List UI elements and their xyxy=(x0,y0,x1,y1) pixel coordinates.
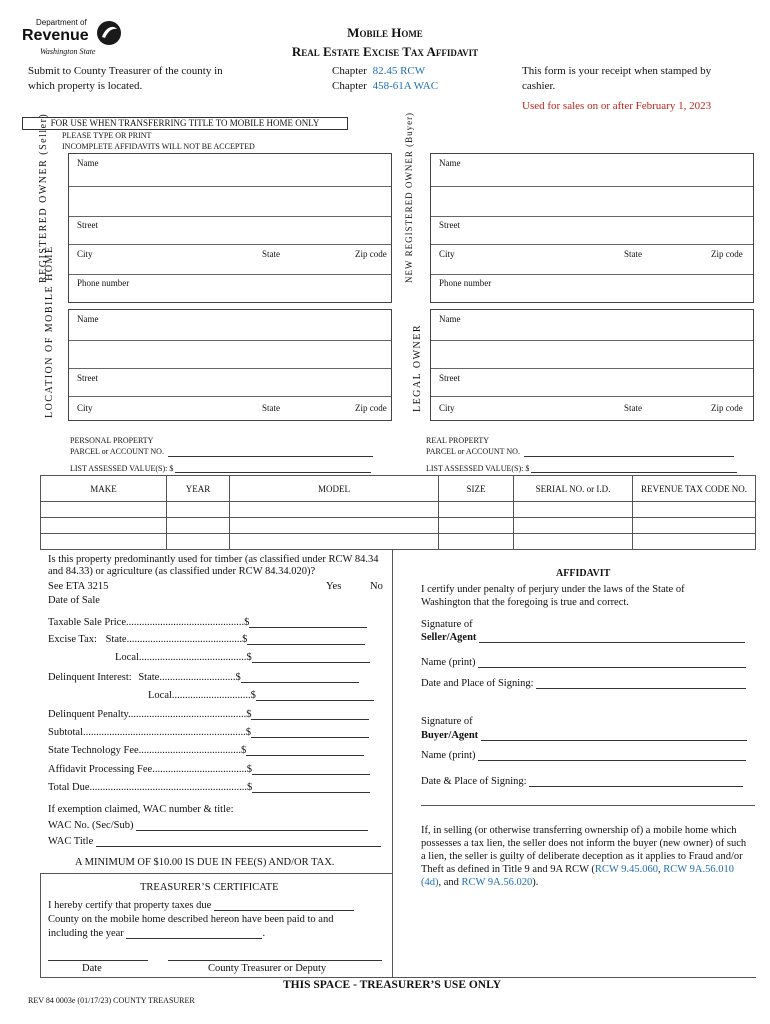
real-assessed xyxy=(426,462,737,473)
seller-name-print-row xyxy=(421,657,746,668)
mobile-home-table xyxy=(40,475,756,550)
header-make: MAKE xyxy=(41,476,167,502)
delinquent-penalty-input[interactable] xyxy=(251,709,369,720)
seller-name-print-input[interactable] xyxy=(478,657,746,668)
seller-signature-row xyxy=(421,632,745,643)
treasurer-cert-line3: including the year . xyxy=(48,928,266,939)
legal-owner-section-label: LEGAL OWNER xyxy=(412,323,423,413)
seller-signature-of: Signature of xyxy=(421,619,473,630)
total-due-label: Total Due xyxy=(48,782,90,793)
please-type-note: PLEASE TYPE OR PRINT xyxy=(62,131,152,140)
seller-street-label: Street xyxy=(77,220,98,230)
buyer-block xyxy=(430,153,754,303)
form-title-line1: Mobile Home xyxy=(347,25,423,40)
table-header-row xyxy=(41,476,756,502)
effective-date-note: Used for sales on or after February 1, 2023 xyxy=(522,100,712,112)
legal-city-label: City xyxy=(439,403,455,413)
wac-title-input[interactable] xyxy=(96,836,381,847)
personal-assessed xyxy=(70,462,371,473)
delinquent-state-label: State xyxy=(138,672,160,683)
real-parcel-line1: REAL PROPERTY xyxy=(426,436,490,445)
processing-fee-label: Affidavit Processing Fee xyxy=(48,764,153,775)
excise-tax-state-row: Excise Tax: State............................................$ xyxy=(48,634,365,645)
location-name-label: Name xyxy=(77,314,99,324)
legal-zip-label: Zip code xyxy=(711,403,743,413)
buyer-date-place-input[interactable] xyxy=(529,776,743,787)
table-row[interactable] xyxy=(41,518,756,534)
header-revenue-code: REVENUE TAX CODE NO. xyxy=(633,476,756,502)
chapter-prefix-2: Chapter xyxy=(332,80,367,92)
buyer-agent-label: Buyer/Agent xyxy=(421,730,479,741)
tech-fee-label: State Technology Fee xyxy=(48,745,139,756)
excise-tax-local-row: Local.........................................$ xyxy=(115,652,370,663)
treasurer-date-label: Date xyxy=(82,963,102,974)
treasurer-use-only: THIS SPACE - TREASURER’S USE ONLY xyxy=(283,979,502,991)
wac-title-label: WAC Title xyxy=(48,836,94,847)
see-eta-row xyxy=(48,581,108,592)
seller-name-print-label: Name (print) xyxy=(421,657,476,668)
delinquent-penalty-label: Delinquent Penalty xyxy=(48,709,129,720)
excise-local-input[interactable] xyxy=(252,652,370,663)
seller-city-label: City xyxy=(77,249,93,259)
yes-option[interactable]: Yes xyxy=(326,581,342,592)
treasurer-county-input[interactable] xyxy=(214,900,354,911)
delinquent-interest-label: Delinquent Interest: xyxy=(48,672,132,683)
buyer-signature-input[interactable] xyxy=(481,730,747,741)
treasurer-cert-title: TREASURER’S CERTIFICATE xyxy=(140,882,279,893)
total-due-input[interactable] xyxy=(252,782,370,793)
form-number: REV 84 0003e (01/17/23) COUNTY TREASURER xyxy=(28,996,195,1005)
buyer-signature-row xyxy=(421,730,747,741)
delinquent-interest-local-row: Local..............................$ xyxy=(148,690,374,701)
header-year: YEAR xyxy=(167,476,230,502)
table-row[interactable] xyxy=(41,502,756,518)
header-model: MODEL xyxy=(230,476,439,502)
personal-parcel-input[interactable] xyxy=(168,446,373,457)
delinquent-interest-state-row: Delinquent Interest: State.............................$ xyxy=(48,672,359,683)
treasurer-cert-line1: I hereby certify that property taxes due xyxy=(48,900,354,911)
affidavit-certify: I certify under penalty of perjury under the laws of the State of Washington that the foregoing is true and correct. xyxy=(421,584,685,608)
location-city-label: City xyxy=(77,403,93,413)
buyer-section-label: NEW REGISTERED OWNER (Buyer) xyxy=(404,111,414,283)
transfer-notice-box: FOR USE WHEN TRANSFERRING TITLE TO MOBILE HOME ONLY xyxy=(22,117,348,130)
taxable-sale-price-row: Taxable Sale Price.............................................$ xyxy=(48,617,367,628)
treasurer-date-line[interactable] xyxy=(48,960,148,961)
treasurer-signature-line[interactable] xyxy=(168,960,382,961)
exemption-label: If exemption claimed, WAC number & title: xyxy=(48,804,234,815)
seller-signature-input[interactable] xyxy=(479,632,745,643)
seller-agent-label: Seller/Agent xyxy=(421,632,477,643)
buyer-zip-label: Zip code xyxy=(711,249,743,259)
logo-text-state: Washington State xyxy=(40,47,96,56)
date-of-sale-row xyxy=(48,595,100,606)
logo-text-dept: Department of xyxy=(36,18,87,27)
seller-date-place-row xyxy=(421,678,746,689)
taxable-sale-price-label: Taxable Sale Price xyxy=(48,617,126,628)
tech-fee-row: State Technology Fee.......................................$ xyxy=(48,745,364,756)
seller-name-label: Name xyxy=(77,158,99,168)
seller-date-place-input[interactable] xyxy=(536,678,746,689)
subtotal-label: Subtotal xyxy=(48,727,84,738)
timber-question: Is this property predominantly used for timber (as classified under RCW 84.34 and 84.33) or agriculture (as classified under RCW 84.34.020)? xyxy=(48,554,379,577)
personal-parcel-line2: PARCEL or ACCOUNT NO. xyxy=(70,447,164,456)
location-street-label: Street xyxy=(77,373,98,383)
date-of-sale-label: Date of Sale xyxy=(48,595,100,606)
affidavit-title: AFFIDAVIT xyxy=(556,568,611,579)
treasurer-cert-line2: County on the mobile home described hereon have been paid to and xyxy=(48,914,334,925)
buyer-city-label: City xyxy=(439,249,455,259)
buyer-date-place-row xyxy=(421,776,743,787)
form-title xyxy=(250,25,520,60)
submit-instruction: Submit to County Treasurer of the county in which property is located. xyxy=(28,65,223,92)
treasurer-year-input[interactable] xyxy=(126,928,262,939)
buyer-phone-label: Phone number xyxy=(439,278,492,288)
logo-swoosh-icon xyxy=(96,20,122,46)
delinquent-local-label: Local xyxy=(148,690,172,701)
chapter-link-wac[interactable]: 458-61A WAC xyxy=(372,80,439,92)
delinquent-local-input[interactable] xyxy=(256,690,374,701)
seller-block xyxy=(68,153,392,303)
location-zip-label: Zip code xyxy=(355,403,387,413)
rcw-9a-56-010-link[interactable]: RCW 9A.56.010 (4d) xyxy=(421,864,734,888)
buyer-name-label: Name xyxy=(439,158,461,168)
excise-local-label: Local xyxy=(115,652,139,663)
delinquent-penalty-row: Delinquent Penalty.............................................$ xyxy=(48,709,369,720)
no-option[interactable]: No xyxy=(370,581,383,592)
header-serial: SERIAL NO. or I.D. xyxy=(514,476,633,502)
see-eta-label: See ETA 3215 xyxy=(48,581,109,592)
taxable-sale-price-input[interactable] xyxy=(249,617,367,628)
personal-assessed-input[interactable] xyxy=(175,462,371,473)
excise-state-label: State xyxy=(105,634,127,645)
subtotal-row: Subtotal..............................................................$ xyxy=(48,727,369,738)
excise-tax-label: Excise Tax: xyxy=(48,634,97,645)
personal-parcel-line1: PERSONAL PROPERTY xyxy=(70,436,154,445)
buyer-name-print-row xyxy=(421,750,746,761)
seller-phone-label: Phone number xyxy=(77,278,130,288)
seller-state-label: State xyxy=(262,249,280,259)
chapter-references xyxy=(332,64,438,94)
lien-warning: If, in selling (or otherwise transferring ownership of) a mobile home which possesses a tax lien, the seller does not inform the buyer (new owner) of such a lien, the seller is guilty of deliberate deception as it applies to Fraud and/or Theft as defined in Title 9 and 9A RCW (RCW 9.45.060, RCW 9A.56.010 (4d), and RCW 9A.56.020). xyxy=(421,825,747,888)
buyer-street-label: Street xyxy=(439,220,460,230)
location-state-label: State xyxy=(262,403,280,413)
minimum-fee-note: A MINIMUM OF $10.00 IS DUE IN FEE(S) AND/OR TAX. xyxy=(75,857,335,868)
real-parcel xyxy=(426,436,734,457)
location-block xyxy=(68,309,392,421)
processing-fee-row: Affidavit Processing Fee....................................$ xyxy=(48,764,370,775)
table-row[interactable] xyxy=(41,534,756,550)
tech-fee-input[interactable] xyxy=(246,745,364,756)
chapter-link-rcw[interactable]: 82.45 RCW xyxy=(372,65,426,77)
total-due-row: Total Due............................................................$ xyxy=(48,782,370,793)
chapter-prefix-1: Chapter xyxy=(332,65,367,77)
logo-text-revenue: Revenue xyxy=(22,27,89,44)
real-parcel-input[interactable] xyxy=(524,446,734,457)
wac-no-row xyxy=(48,820,368,831)
rcw-9-45-060-link[interactable]: RCW 9.45.060 xyxy=(594,864,659,875)
incomplete-note: INCOMPLETE AFFIDAVITS WILL NOT BE ACCEPTED xyxy=(62,142,255,151)
dor-logo xyxy=(22,18,132,62)
rcw-9a-56-020-link[interactable]: RCW 9A.56.020 xyxy=(461,877,533,888)
personal-parcel xyxy=(70,436,373,457)
legal-street-label: Street xyxy=(439,373,460,383)
real-parcel-line2: PARCEL or ACCOUNT NO. xyxy=(426,447,520,456)
lien-warning-text: If, in selling (or otherwise transferring ownership of) a mobile home which possesses a tax lien, the seller does not inform the buyer (new owner) of such a lien, the seller is guilty of deliberate deception as it applies to Fraud and/or Theft as defined in Title 9 and 9A RCW ( xyxy=(421,825,747,875)
form-title-line2: Real Estate Excise Tax Affidavit xyxy=(291,44,479,59)
processing-fee-input[interactable] xyxy=(252,764,370,775)
delinquent-state-input[interactable] xyxy=(241,672,359,683)
seller-section-label: REGISTERED OWNER (Seller) xyxy=(38,112,49,283)
buyer-state-label: State xyxy=(624,249,642,259)
wac-title-row xyxy=(48,836,381,847)
buyer-date-place-label: Date & Place of Signing: xyxy=(421,776,527,787)
receipt-note: This form is your receipt when stamped by cashier. xyxy=(522,65,712,92)
legal-state-label: State xyxy=(624,403,642,413)
header-size: SIZE xyxy=(439,476,514,502)
buyer-name-print-input[interactable] xyxy=(478,750,746,761)
excise-state-input[interactable] xyxy=(247,634,365,645)
buyer-name-print-label: Name (print) xyxy=(421,750,476,761)
wac-no-input[interactable] xyxy=(136,820,368,831)
seller-zip-label: Zip code xyxy=(355,249,387,259)
wac-no-label: WAC No. (Sec/Sub) xyxy=(48,820,134,831)
personal-assessed-label: LIST ASSESSED VALUE(S): $ xyxy=(70,464,174,473)
seller-date-place-label: Date and Place of Signing: xyxy=(421,678,534,689)
real-assessed-label: LIST ASSESSED VALUE(S): $ xyxy=(426,464,530,473)
legal-owner-block xyxy=(430,309,754,421)
treasurer-deputy-label: County Treasurer or Deputy xyxy=(208,963,327,974)
buyer-signature-of: Signature of xyxy=(421,716,473,727)
location-section-label: LOCATION OF MOBILE HOME xyxy=(44,245,55,418)
legal-name-label: Name xyxy=(439,314,461,324)
real-assessed-input[interactable] xyxy=(531,462,737,473)
subtotal-input[interactable] xyxy=(251,727,369,738)
